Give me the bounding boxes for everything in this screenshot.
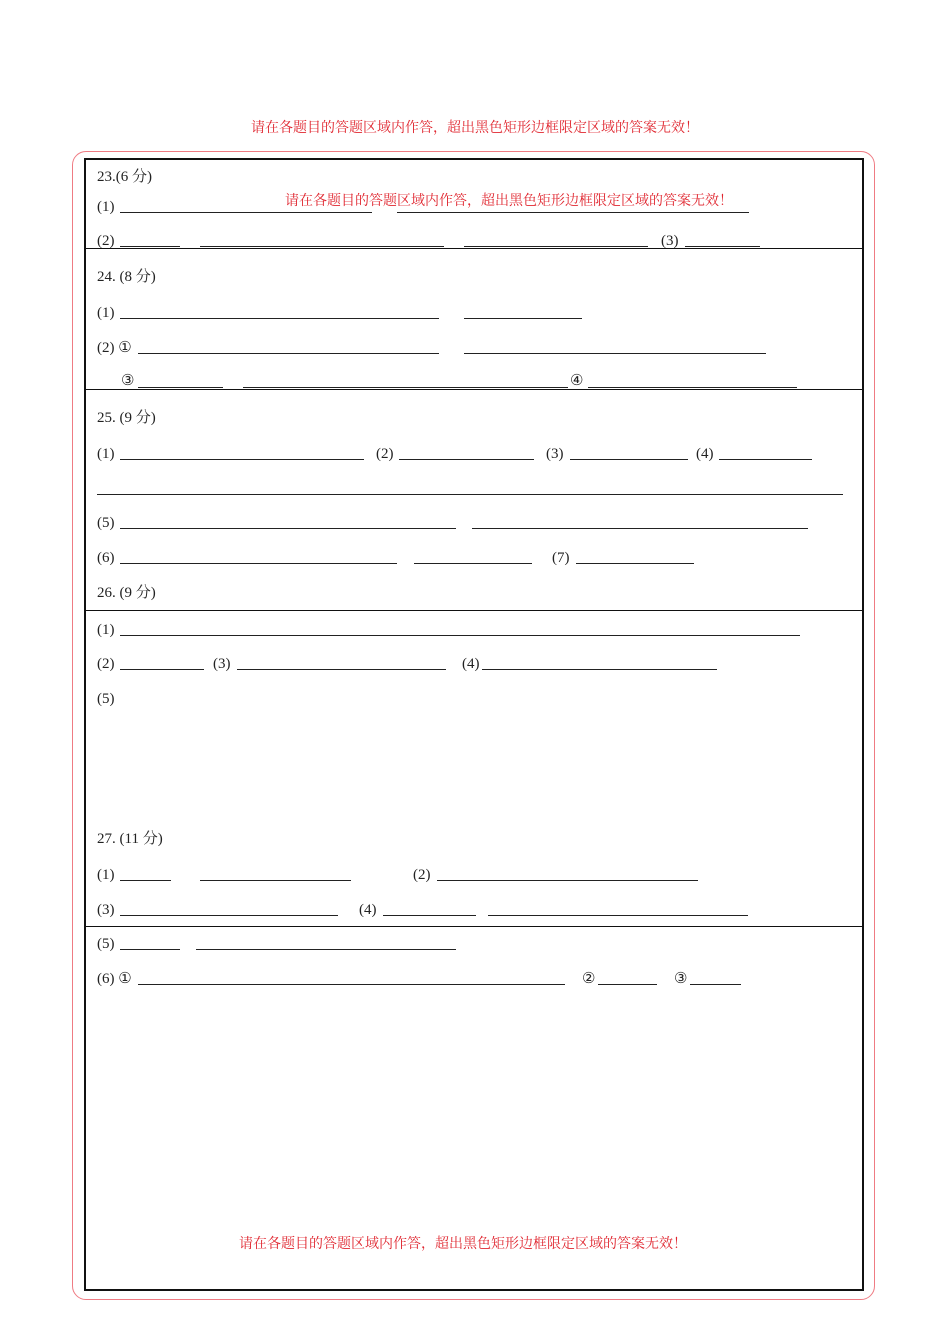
q25-part2-label: (2): [376, 446, 394, 462]
q24-part1-blank-a[interactable]: [120, 318, 439, 319]
q27-part1-label: (1): [97, 867, 115, 883]
q27-part4-blank-b[interactable]: [488, 915, 748, 916]
q25-part6-blank-a[interactable]: [120, 563, 397, 564]
q26-part4-label: (4): [462, 656, 480, 672]
q26-part3-label: (3): [213, 656, 231, 672]
bottom-notice: 请在各题目的答题区域内作答，超出黑色矩形边框限定区域的答案无效！: [239, 1237, 687, 1252]
q27-part5-blank-b[interactable]: [196, 949, 456, 950]
q25-part3-blank[interactable]: [570, 459, 688, 460]
q25-full-line[interactable]: [97, 494, 843, 495]
q26-part5-answer-space[interactable]: [97, 712, 857, 817]
divider-24-25: [85, 389, 863, 390]
q24-part2-blank-b[interactable]: [464, 353, 766, 354]
q27-circle3-blank[interactable]: [690, 984, 741, 985]
divider-25-26: [85, 610, 863, 611]
q24-part2-blank-a[interactable]: [138, 353, 439, 354]
q24-part2-label: (2) ①: [97, 340, 132, 356]
q24-part1-label: (1): [97, 305, 115, 321]
q23-part1-blank-a[interactable]: [120, 212, 372, 213]
q27-part2-label: (2): [413, 867, 431, 883]
q25-part5-blank-b[interactable]: [472, 528, 808, 529]
q27-part4-label: (4): [359, 902, 377, 918]
q24-circle3-label: ③: [121, 373, 135, 389]
q25-part6-blank-b[interactable]: [414, 563, 532, 564]
q23-part3-blank[interactable]: [685, 246, 760, 247]
q25-part4-label: (4): [696, 446, 714, 462]
top-notice: 请在各题目的答题区域内作答，超出黑色矩形边框限定区域的答案无效！: [251, 121, 699, 136]
q26-part2-label: (2): [97, 656, 115, 672]
q23-part2-blank-b[interactable]: [200, 246, 444, 247]
q24-circle4-label: ④: [570, 373, 584, 389]
inner-notice: 请在各题目的答题区域内作答，超出黑色矩形边框限定区域的答案无效！: [285, 194, 733, 209]
q26-part3-blank[interactable]: [237, 669, 446, 670]
q25-part7-blank[interactable]: [576, 563, 694, 564]
q26-part1-label: (1): [97, 622, 115, 638]
q23-title: 23.(6 分): [97, 169, 152, 185]
q25-part1-blank[interactable]: [120, 459, 364, 460]
q26-part1-blank[interactable]: [120, 635, 800, 636]
q27-circle3-label: ③: [674, 971, 688, 987]
q27-circle2-blank[interactable]: [598, 984, 657, 985]
divider-27-split: [85, 926, 863, 927]
q23-part2-blank-c[interactable]: [464, 246, 648, 247]
q25-part6-label: (6): [97, 550, 115, 566]
q27-part5-blank-a[interactable]: [120, 949, 180, 950]
q24-circle3-blank[interactable]: [138, 387, 223, 388]
q24-circle3-blank-b[interactable]: [243, 387, 568, 388]
q27-part1-blank-b[interactable]: [200, 880, 351, 881]
divider-23-24: [85, 248, 863, 249]
q27-part6-label: (6) ①: [97, 971, 132, 987]
q27-circle2-label: ②: [582, 971, 596, 987]
q25-part7-label: (7): [552, 550, 570, 566]
q26-part5-label: (5): [97, 691, 115, 707]
q25-part5-label: (5): [97, 515, 115, 531]
q27-part6-blank-1[interactable]: [138, 984, 565, 985]
q25-part1-label: (1): [97, 446, 115, 462]
q24-circle4-blank[interactable]: [588, 387, 797, 388]
q27-part1-blank-a[interactable]: [120, 880, 171, 881]
q24-part1-blank-b[interactable]: [464, 318, 582, 319]
q23-part1-label: (1): [97, 199, 115, 215]
q25-part4-blank[interactable]: [719, 459, 812, 460]
q27-part2-blank[interactable]: [437, 880, 698, 881]
q26-title: 26. (9 分): [97, 585, 156, 601]
q27-part3-blank[interactable]: [120, 915, 338, 916]
q23-part1-blank-b[interactable]: [397, 212, 749, 213]
q23-part2-label: (2): [97, 233, 115, 249]
q27-title: 27. (11 分): [97, 831, 163, 847]
q24-title: 24. (8 分): [97, 269, 156, 285]
q27-part4-blank-a[interactable]: [383, 915, 476, 916]
q27-part5-label: (5): [97, 936, 115, 952]
q25-part3-label: (3): [546, 446, 564, 462]
q26-part4-blank[interactable]: [482, 669, 717, 670]
q26-part2-blank[interactable]: [120, 669, 204, 670]
q23-part2-blank-a[interactable]: [120, 246, 180, 247]
q25-part5-blank-a[interactable]: [120, 528, 456, 529]
q25-title: 25. (9 分): [97, 410, 156, 426]
q27-part6-answer-space[interactable]: [97, 1000, 857, 1220]
q25-part2-blank[interactable]: [399, 459, 534, 460]
q23-part3-label: (3): [661, 233, 679, 249]
q27-part3-label: (3): [97, 902, 115, 918]
